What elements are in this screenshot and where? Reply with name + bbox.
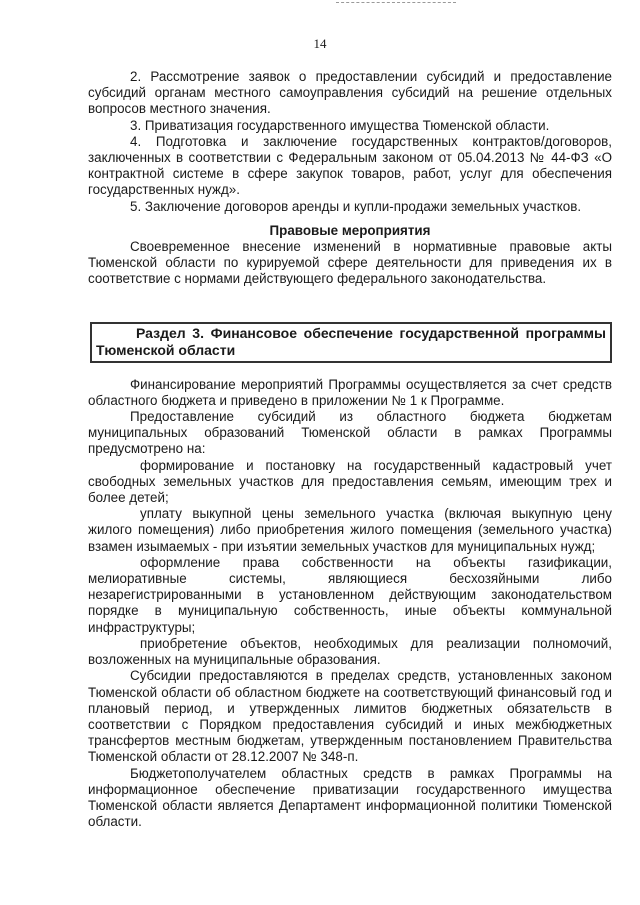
list-item-2: 2. Рассмотрение заявок о предоставлении субсидий и предоставление субсидий органам местного самоуправления субсидий на решение отдельных вопросов местного значения.	[88, 69, 612, 117]
section-3-closing-paragraph: Субсидии предоставляются в пределах средств, установленных законом Тюменской области об областном бюджете на соответствующий финансовый год и плановый период, и утвержденных лимитов бюджетных обязательств в соответствии с Порядком предоставления субсидий и иных межбюджетных трансфертов местным бюджетам, утвержденным постановлением Правительства Тюменской области от 28.12.2007 № 348-п.	[88, 668, 612, 765]
page-number: 14	[313, 36, 327, 51]
scan-artifact	[336, 2, 456, 4]
subsidy-item: оформление права собственности на объекты газификации, мелиоративные системы, являющиеся бесхозяйными либо незарегистрированными в установленном действующим законодательством порядке в муниципальную собственность, иные объекты коммунальной инфраструктуры;	[88, 554, 612, 635]
subsidy-item: приобретение объектов, необходимых для реализации полномочий, возложенных на муниципальные образования.	[88, 635, 612, 668]
legal-measures-heading: Правовые мероприятия	[269, 222, 431, 238]
legal-measures-text: Своевременное внесение изменений в нормативные правовые акты Тюменской области по курируемой сфере деятельности для приведения их в соответствие с нормами действующего федерального законодательства.	[88, 239, 612, 287]
section-3-closing-paragraph: Бюджетополучателем областных средств в рамках Программы на информационное обеспечение приватизации государственного имущества Тюменской области является Департамент информационной политики Тюменской области.	[88, 765, 612, 830]
section-3-paragraph: Предоставление субсидий из областного бюджета бюджетам муниципальных образований Тюменской области в рамках Программы предусмотрено на:	[88, 409, 612, 457]
subsidy-item: формирование и постановку на государственный кадастровый учет свободных земельных участков для предоставления семьям, имеющим трех и более детей;	[88, 457, 612, 506]
section-3-title: Раздел 3. Финансовое обеспечение государственной программы Тюменской области	[96, 324, 606, 358]
section-3-paragraph: Финансирование мероприятий Программы осуществляется за счет средств областного бюджета и приведено в приложении № 1 к Программе.	[88, 376, 612, 408]
section-3-title-box	[90, 322, 612, 363]
page-content	[88, 69, 612, 830]
subsidy-item: уплату выкупной цены земельного участка (включая выкупную цену жилого помещения) либо приобретения жилого помещения (земельного участка) взамен изымаемых - при изъятии земельных участков для муниципальных нужд;	[88, 506, 612, 554]
list-item-4: 4. Подготовка и заключение государственных контрактов/договоров, заключенных в соответствии с Федеральным законом от 05.04.2013 № 44-ФЗ «О контрактной системе в сфере закупок товаров, работ, услуг для обеспечения государственных нужд».	[88, 133, 612, 198]
list-item-3: 3. Приватизация государственного имущества Тюменской области.	[130, 117, 550, 133]
list-item-5: 5. Заключение договоров аренды и купли-продажи земельных участков.	[130, 198, 582, 214]
